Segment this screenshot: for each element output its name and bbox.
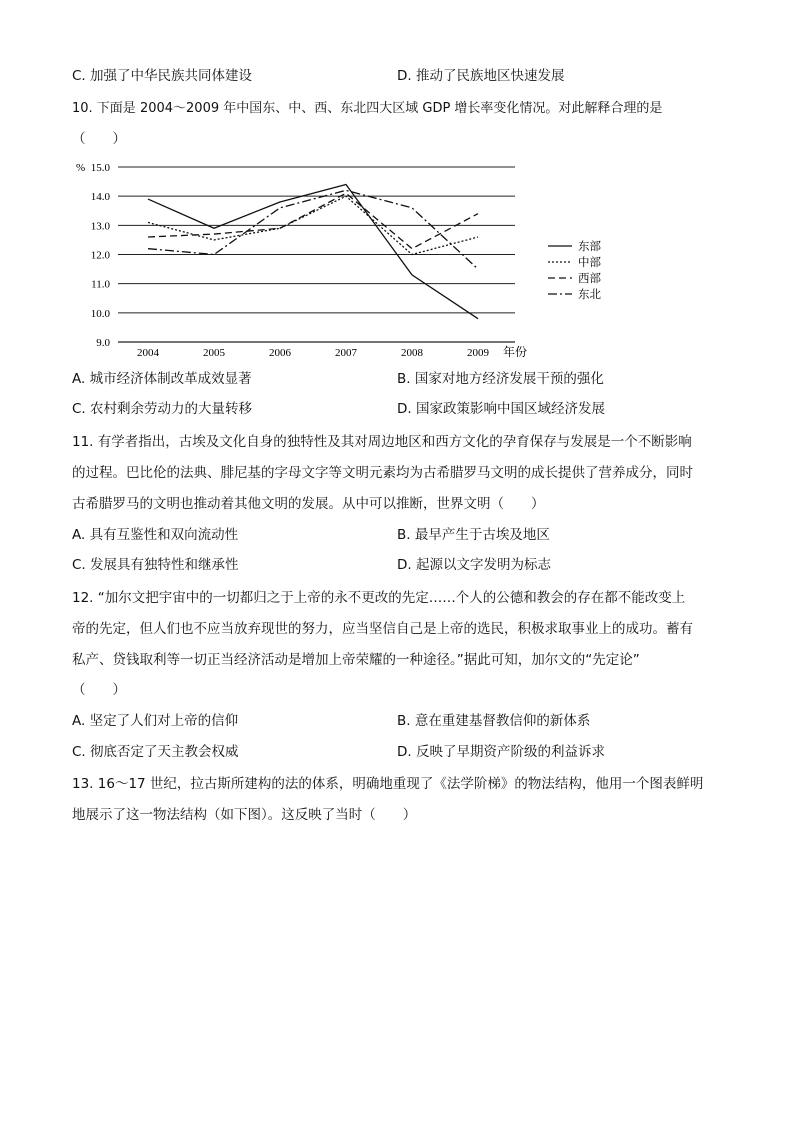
- legend-label: 东部: [578, 239, 601, 253]
- series-line-4: [148, 190, 478, 269]
- x-tick-label: 2004: [137, 347, 159, 359]
- q13-line-2: 地展示了这一物法结构（如下图）。这反映了当时（ ）: [72, 807, 417, 823]
- q10-blank: （ ）: [72, 131, 126, 147]
- q11-option-c: C. 发展具有独特性和继承性: [72, 557, 239, 573]
- y-tick-label: 11.0: [91, 278, 110, 291]
- legend-label: 中部: [578, 255, 601, 269]
- q11-line-3: 古希腊罗马的文明也推动着其他文明的发展。从中可以推断，世界文明（ ）: [72, 496, 545, 512]
- q12-blank: （ ）: [72, 682, 126, 698]
- legend-label: 东北: [578, 287, 601, 301]
- q10-option-d: D. 国家政策影响中国区域经济发展: [397, 401, 605, 417]
- chart-legend: [548, 239, 601, 301]
- q12-line-3: 私产、贷钱取利等一切正当经济活动是增加上帝荣耀的一种途径。”据此可知，加尔文的“先定论”: [72, 652, 640, 668]
- chart-x-axis-label: 年份: [503, 345, 528, 359]
- q12-line-2: 帝的先定，但人们也不应当放弃现世的努力，应当坚信自己是上帝的选民，积极求取事业上的成功。蓄有: [72, 621, 693, 637]
- chart-grid: [118, 167, 515, 342]
- chart-series-lines: [148, 185, 478, 319]
- q10-stem: 10. 下面是 2004～2009 年中国东、中、西、东北四大区域 GDP 增长率变化情况。对此解释合理的是: [72, 101, 663, 116]
- q10-option-a: A. 城市经济体制改革成效显著: [72, 371, 252, 387]
- chart-y-tick-labels: [91, 162, 111, 349]
- chart-y-axis-label: %: [76, 162, 86, 174]
- x-tick-label: 2005: [203, 347, 225, 359]
- y-tick-label: 9.0: [96, 337, 110, 349]
- q12-option-c: C. 彻底否定了天主教会权威: [72, 744, 239, 760]
- legend-label: 西部: [578, 271, 601, 285]
- x-tick-label: 2008: [401, 347, 423, 359]
- q12-option-a: A. 坚定了人们对上帝的信仰: [72, 713, 239, 729]
- y-tick-label: 15.0: [90, 162, 110, 174]
- q12-line-1: 12. “加尔文把宇宙中的一切都归之于上帝的永不更改的先定……个人的公德和教会的存在都不能改变上: [72, 590, 686, 606]
- q10-option-b: B. 国家对地方经济发展干预的强化: [397, 371, 604, 387]
- x-tick-label: 2006: [269, 347, 291, 359]
- q11-line-2: 的过程。巴比伦的法典、腓尼基的字母文字等文明元素均为古希腊罗马文明的成长提供了营养成分，同时: [72, 465, 693, 481]
- q11-option-b: B. 最早产生于古埃及地区: [397, 527, 550, 543]
- y-tick-label: 10.0: [90, 307, 110, 320]
- q11-line-1: 11. 有学者指出，古埃及文化自身的独特性及其对周边地区和西方文化的孕育保存与发展是一个不断影响: [72, 434, 692, 450]
- q12-option-d: D. 反映了早期资产阶级的利益诉求: [397, 744, 605, 760]
- q10-option-c: C. 农村剩余劳动力的大量转移: [72, 401, 253, 417]
- y-tick-label: 12.0: [90, 249, 110, 262]
- y-tick-label: 13.0: [90, 220, 110, 233]
- x-tick-label: 2009: [467, 347, 489, 359]
- series-line-1: [148, 185, 478, 319]
- y-tick-label: 14.0: [90, 191, 110, 204]
- q13-line-1: 13. 16～17 世纪，拉古斯所建构的法的体系，明确地重现了《法学阶梯》的物法结构，他用一个图表鲜明: [72, 776, 704, 792]
- q11-option-d: D. 起源以文字发明为标志: [397, 557, 551, 573]
- q11-option-a: A. 具有互鉴性和双向流动性: [72, 527, 239, 543]
- q9-option-c: C. 加强了中华民族共同体建设: [72, 68, 253, 84]
- q9-option-d: D. 推动了民族地区快速发展: [397, 68, 565, 84]
- q12-option-b: B. 意在重建基督教信仰的新体系: [397, 713, 591, 729]
- gdp-growth-line-chart: [0, 155, 794, 370]
- x-tick-label: 2007: [335, 347, 357, 359]
- chart-x-tick-labels: [137, 347, 490, 359]
